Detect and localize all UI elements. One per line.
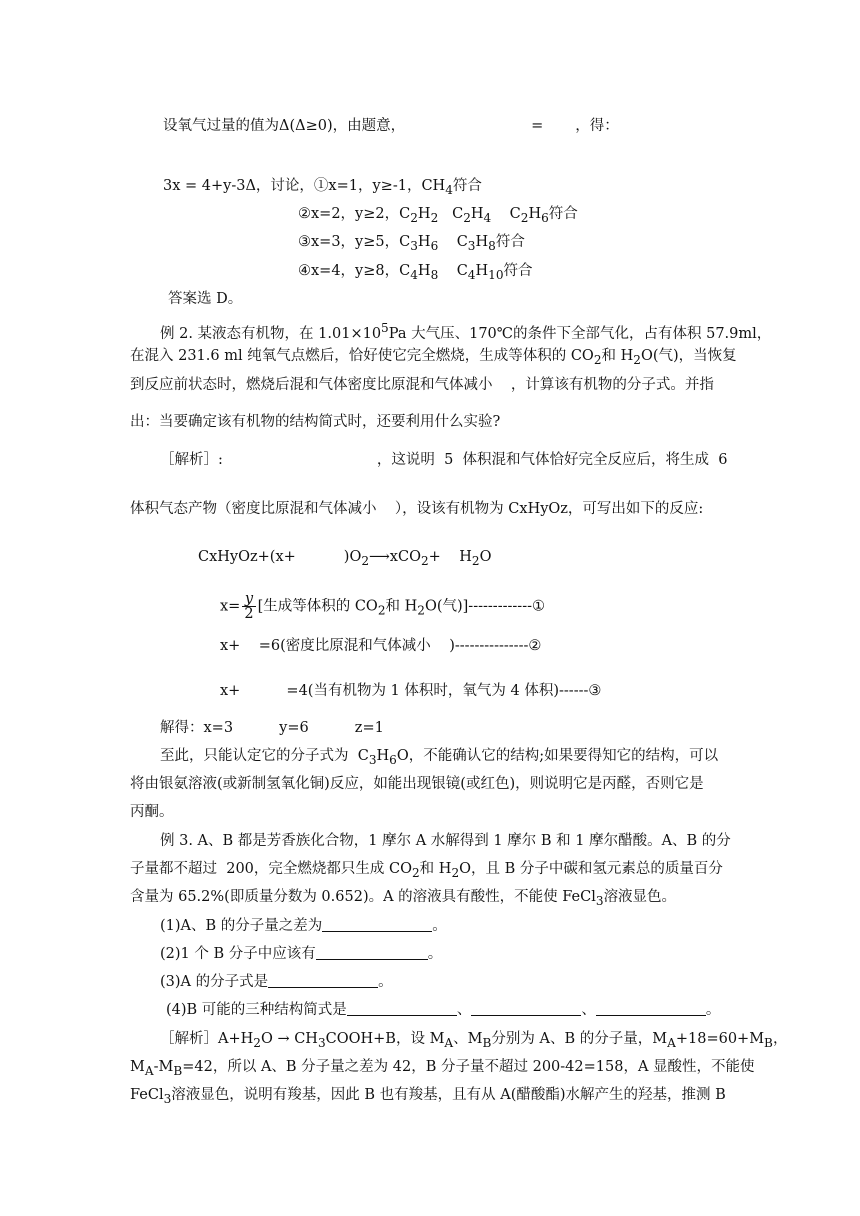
answer-blank[interactable]: [322, 917, 432, 932]
equation-3: x+ =4(当有机物为 1 体积时，氧气为 4 体积)------③: [220, 683, 602, 699]
text-line: ②x=2，y≥2，$C_2H_2$ $C_2H_4$ $C_2H_6$符合: [298, 206, 578, 225]
question-3: (3)A 的分子式是 。: [160, 974, 393, 990]
text-line: 将由银氨溶液(或新制氢氧化铜)反应，如能出现银镜(或红色)，则说明它是丙醛，否则它是: [130, 776, 704, 792]
question-2: (2)1 个 B 分子中应该有 。: [160, 946, 443, 962]
text-line: 答案选 D。: [168, 291, 243, 307]
answer-blank[interactable]: [268, 973, 378, 988]
text-line: 至此，只能认定它的分子式为 $C_3H_6O$，不能确认它的结构;如果要得知它的结构，可以: [160, 748, 719, 767]
equation-1: x= $\frac{y}{2}$ [生成等体积的 $CO_2$和 $H_2O$(气)]-------------①: [220, 591, 546, 622]
text-line: ④x=4，y≥8，$C_4H_8$ $C_4H_{10}$符合: [298, 263, 533, 282]
answer-blank[interactable]: [316, 945, 428, 960]
text-line: 含量为 65.2%(即质量分数为 0.652)。A 的溶液具有酸性，不能使 FeCl$_3$溶液显色。: [130, 889, 677, 908]
text-line: $M_A-M_B=42$，所以 A、B 分子量之差为 42，B 分子量不超过 200-42=158，A 显酸性，不能使: [130, 1059, 755, 1078]
text-line: ［解析$]A+H_2O$ → $CH_3COOH+B$，设 $M_A$、$M_B$分别为 A、B 的分子量，$M_A+18=60+M_B$，: [160, 1031, 788, 1050]
answer-blank[interactable]: [471, 1001, 581, 1016]
text-line: 体积气态产物（密度比原混和气体减小 ），设该有机物为 CxHyOz，可写出如下的反应:: [130, 501, 704, 517]
solution-line: 解得：x=3 y=6 z=1: [160, 720, 384, 736]
text-line: ③x=3，y≥5，$C_3H_6$ $C_3H_8$符合: [298, 234, 525, 253]
question-1: (1)A、B 的分子量之差为 。: [160, 918, 447, 934]
text-line: ［解析］: ，这说明 5 体积混和气体恰好完全反应后，将生成 6: [160, 452, 728, 468]
answer-blank[interactable]: [596, 1001, 706, 1016]
fraction: $\frac{y}{2}$: [244, 591, 254, 622]
reaction-equation: CxHyOz+(x+ )$O_2⟶xCO_2+$ $H_2O$: [198, 549, 492, 568]
text-line: 到反应前状态时，燃烧后混和气体密度比原混和气体减小 ，计算该有机物的分子式。并指: [130, 377, 714, 393]
answer-blank[interactable]: [347, 1001, 457, 1016]
text-line: FeCl$_3$溶液显色，说明有羧基，因此 B 也有羧基，且有从 A(醋酸酯)水解产生的羟基，推测 B: [130, 1087, 726, 1106]
text-line: 丙酮。: [130, 804, 174, 820]
text-line: 出：当要确定该有机物的结构简式时，还要利用什么实验?: [130, 414, 501, 430]
text-line: 例 2. 某液态有机物，在 $1.01\times 10^5Pa$ 大气压、170℃的条件下全部气化，占有体积 57.9ml，: [160, 321, 772, 342]
equation-2: x+ =6(密度比原混和气体减小 )---------------②: [220, 638, 542, 654]
text-line: 3x = 4+y-3Δ，讨论，①x=1，y≥-1，$CH_4$符合: [163, 178, 482, 197]
text-line: 例 3. A、B 都是芳香族化合物，1 摩尔 A 水解得到 1 摩尔 B 和 1 摩尔醋酸。A、B 的分: [160, 833, 731, 849]
question-4: (4)B 可能的三种结构简式是 、 、 。: [166, 1002, 721, 1018]
text-line: 在混入 231.6 ml 纯氧气点燃后，恰好使它完全燃烧，生成等体积的 $CO_2$和 $H_2O$(气)，当恢复: [130, 348, 737, 367]
text-line: 设氧气过量的值为Δ(Δ≥0)，由题意， = ，得：: [163, 118, 619, 134]
text-line: 子量都不超过 200，完全燃烧都只生成 $CO_2$和 $H_2O$，且 B 分子中碳和氢元素总的质量百分: [130, 861, 723, 880]
